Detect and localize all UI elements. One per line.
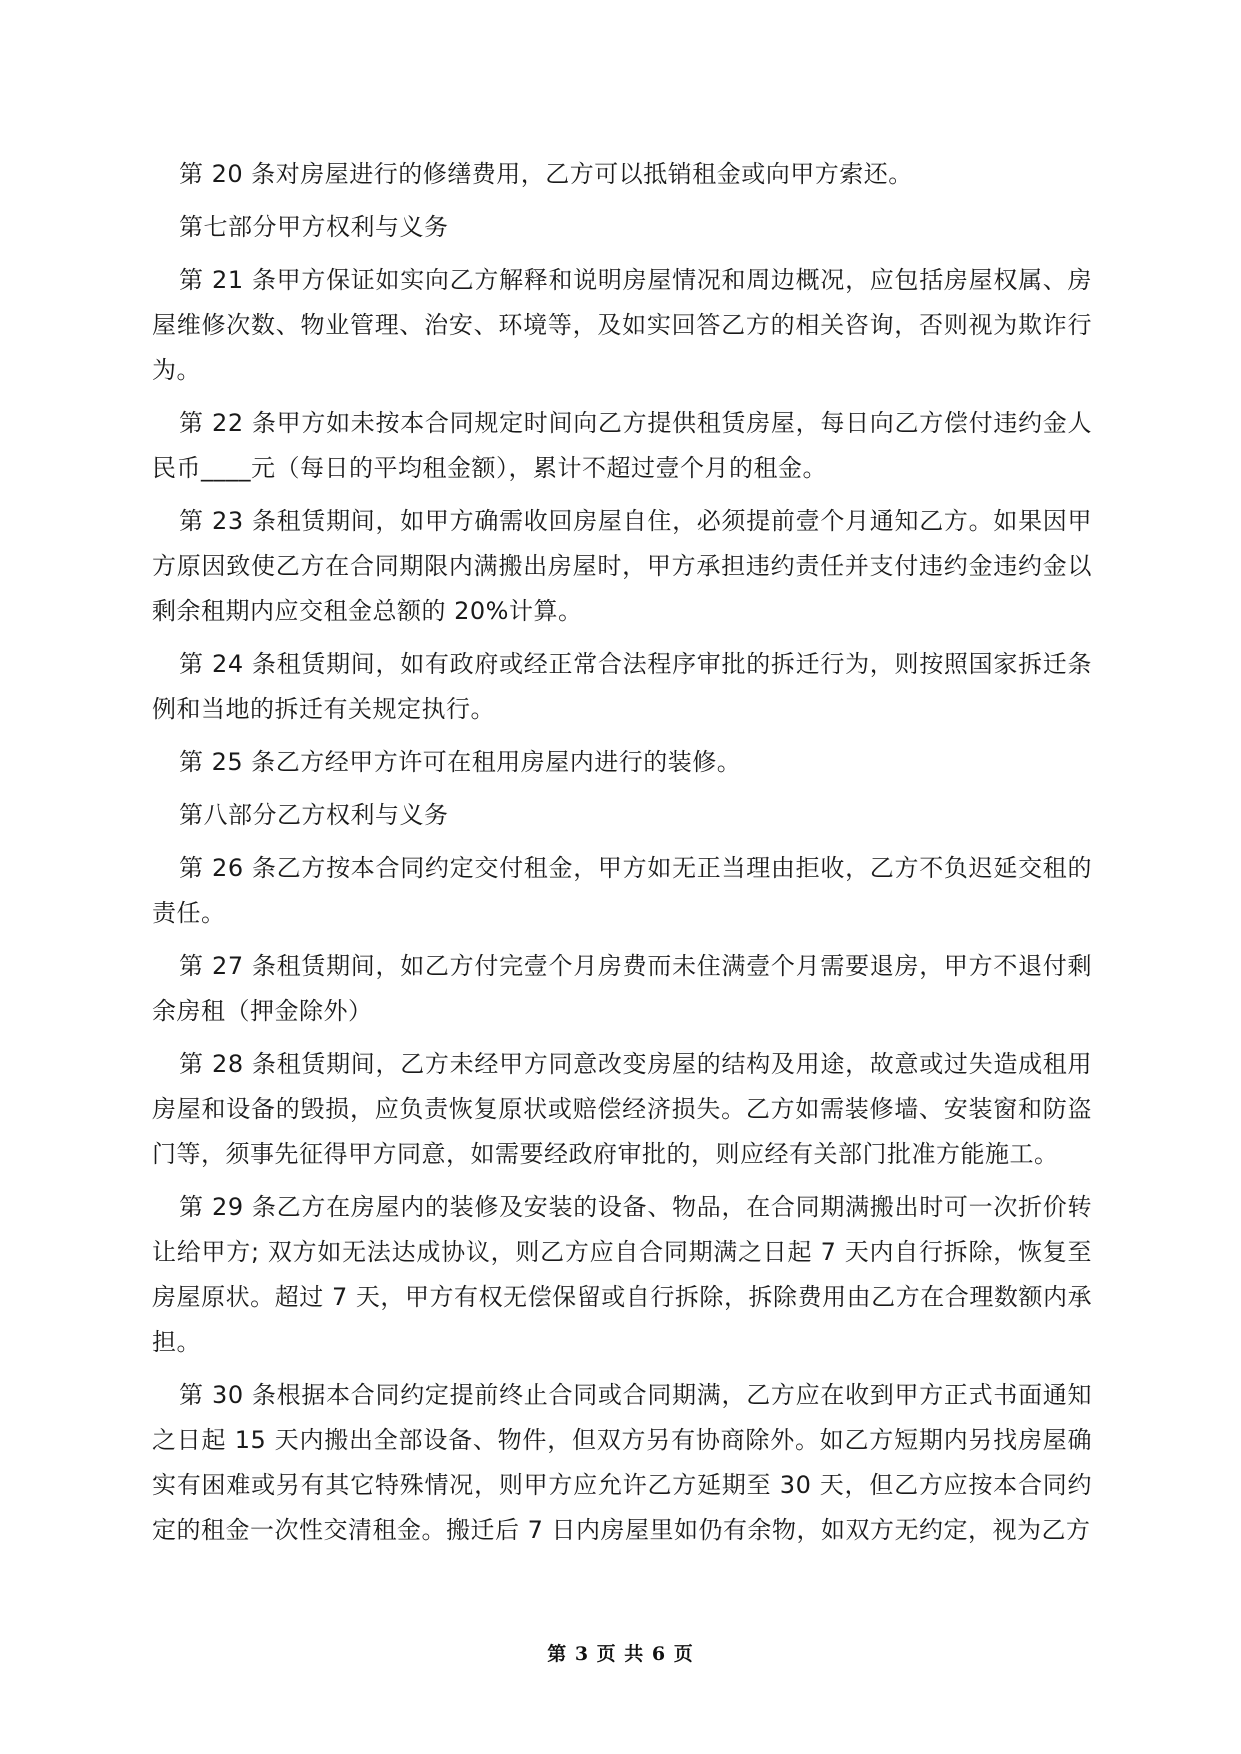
article-21: 第 21 条甲方保证如实向乙方解释和说明房屋情况和周边概况，应包括房屋权属、房屋维修次数、物业管理、治安、环境等，及如实回答乙方的相关咨询，否则视为欺诈行为。 — [152, 266, 1092, 384]
article-23: 第 23 条租赁期间，如甲方确需收回房屋自住，必须提前壹个月通知乙方。如果因甲方原因致使乙方在合同期限内满搬出房屋时，甲方承担违约责任并支付违约金违约金以剩余租期内应交租金总额的 20%计算。 — [152, 507, 1092, 625]
article-25: 第 25 条乙方经甲方许可在租用房屋内进行的装修。 — [179, 748, 742, 776]
document-body — [152, 152, 1092, 1561]
section-heading-part-8: 第八部分乙方权利与义务 — [179, 801, 449, 829]
article-24: 第 24 条租赁期间，如有政府或经正常合法程序审批的拆迁行为，则按照国家拆迁条例和当地的拆迁有关规定执行。 — [152, 650, 1092, 723]
article-27: 第 27 条租赁期间，如乙方付完壹个月房费而未住满壹个月需要退房，甲方不退付剩余房租（押金除外） — [152, 952, 1092, 1025]
article-22: 第 22 条甲方如未按本合同规定时间向乙方提供租赁房屋，每日向乙方偿付违约金人民币____元（每日的平均租金额），累计不超过壹个月的租金。 — [152, 409, 1092, 482]
page-number-footer: 第 3 页 共 6 页 — [547, 1643, 694, 1665]
article-29: 第 29 条乙方在房屋内的装修及安装的设备、物品，在合同期满搬出时可一次折价转让给甲方; 双方如无法达成协议，则乙方应自合同期满之日起 7 天内自行拆除，恢复至房屋原状。超过 7 天，甲方有权无偿保留或自行拆除，拆除费用由乙方在合理数额内承担。 — [152, 1193, 1092, 1356]
article-20: 第 20 条对房屋进行的修缮费用，乙方可以抵销租金或向甲方索还。 — [179, 160, 913, 188]
article-30: 第 30 条根据本合同约定提前终止合同或合同期满，乙方应在收到甲方正式书面通知之日起 15 天内搬出全部设备、物件，但双方另有协商除外。如乙方短期内另找房屋确实有困难或另有其它特殊情况，则甲方应允许乙方延期至 30 天，但乙方应按本合同约定的租金一次性交清租金。搬迁后 7 日内房屋里如仍有余物，如双方无约定，视为乙方 — [152, 1381, 1092, 1544]
article-26: 第 26 条乙方按本合同约定交付租金，甲方如无正当理由拒收，乙方不负迟延交租的责任。 — [152, 854, 1092, 927]
article-28: 第 28 条租赁期间，乙方未经甲方同意改变房屋的结构及用途，故意或过失造成租用房屋和设备的毁损，应负责恢复原状或赔偿经济损失。乙方如需装修墙、安装窗和防盗门等，须事先征得甲方同意，如需要经政府审批的，则应经有关部门批准方能施工。 — [152, 1050, 1092, 1168]
section-heading-part-7: 第七部分甲方权利与义务 — [179, 213, 449, 241]
